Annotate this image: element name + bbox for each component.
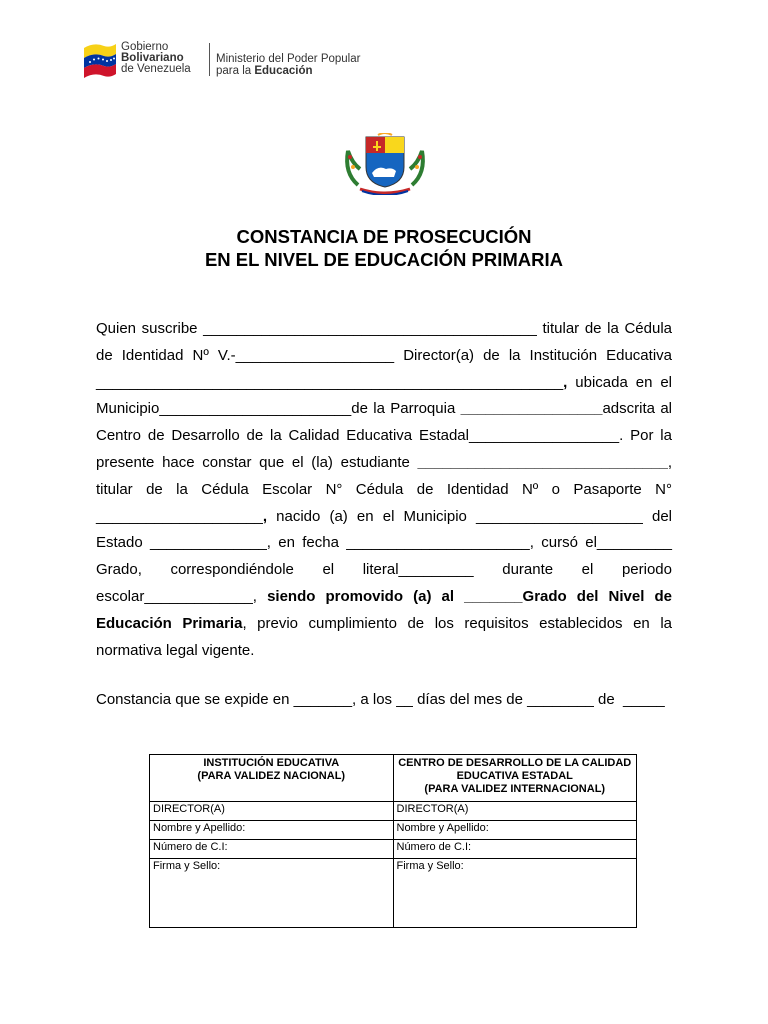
institution-header-line-2: (PARA VALIDEZ NACIONAL) [197,770,346,782]
body-part-2: , [563,373,576,391]
gov-line-2: Bolivariano [121,52,184,64]
signature-cell-right: Firma y Sello: [393,859,637,928]
body-part-5: adscrita al Centro de Desarrollo de la Calidad Educativa Estadal__________________. Por la presente hace constar que el (la) estudiante [96,400,672,471]
id-cell-right: Número de C.I: [393,840,637,859]
institution-header [150,755,394,802]
issuance-line: Constancia que se expide en _______, a los __ días del mes de ________ de _____ [96,691,665,708]
body-part-3: ubicada en el Municipio_______________________de la Parroquia [96,373,672,418]
center-header-line-1: CENTRO DE DESARROLLO DE LA CALIDAD [398,757,632,769]
table-row [150,821,637,840]
venezuela-flag-icon [82,40,118,78]
document-title [0,225,768,271]
government-logo-text [121,42,191,75]
promotion-statement: siendo promovido (a) al _______Grado del Nivel de Educación Primaria [96,587,673,632]
body-part-8: , [262,507,268,525]
ministry-line-2 [216,65,360,77]
institution-header-line-1: INSTITUCIÓN EDUCATIVA [203,757,340,769]
header-divider [209,43,210,76]
body-part-4: _________________ [460,400,603,418]
title-line-2: EN EL NIVEL DE EDUCACIÓN PRIMARIA [204,249,564,270]
director-cell-right: DIRECTOR(A) [393,802,637,821]
body-part-9: nacido (a) en el Municipio ____________________ del Estado ______________, en fecha ______________________, cursó el_________ Grado, correspondiéndole el literal_________ durante el periodo escolar_____________, [96,507,672,605]
student-name-blank: ______________________________ [417,453,668,471]
title-line-1: CONSTANCIA DE PROSECUCIÓN [236,226,532,247]
body-part-7: , titular de la Cédula Escolar N° Cédula de Identidad Nº o Pasaporte N° ____________________ [96,453,672,525]
name-cell-right: Nombre y Apellido: [393,821,637,840]
table-row [150,840,637,859]
signature-cell-left: Firma y Sello: [150,859,394,928]
signature-table-header [150,755,637,802]
body-part-11: , previo cumplimiento de los requisitos establecidos en la normativa legal vigente. [96,614,672,659]
name-cell-left: Nombre y Apellido: [150,821,394,840]
signature-table [149,754,637,928]
ministry-line-1: Ministerio del Poder Popular [216,53,361,65]
ministry-line-2-bold: Educación [254,65,313,77]
center-header [393,755,637,802]
director-cell-left: DIRECTOR(A) [150,802,394,821]
body-part-1: Quien suscribe ________________________________________ titular de la Cédula de Identidad Nº V.-___________________ Director(a) de la Institución Educativa ________________________________________________________ [96,320,672,391]
id-cell-left: Número de C.I: [150,840,394,859]
government-header [82,38,402,80]
center-header-line-2: EDUCATIVA ESTADAL [456,770,573,782]
center-header-line-3: (PARA VALIDEZ INTERNACIONAL) [424,783,606,795]
certificate-body [96,316,672,664]
coat-of-arms-icon [340,133,430,195]
gov-line-1: Gobierno [121,41,169,53]
ministry-logo-text [216,53,360,77]
gov-line-3: de Venezuela [121,63,191,75]
ministry-line-2-prefix: para la [216,65,255,77]
table-row [150,802,637,821]
table-row [150,859,637,928]
